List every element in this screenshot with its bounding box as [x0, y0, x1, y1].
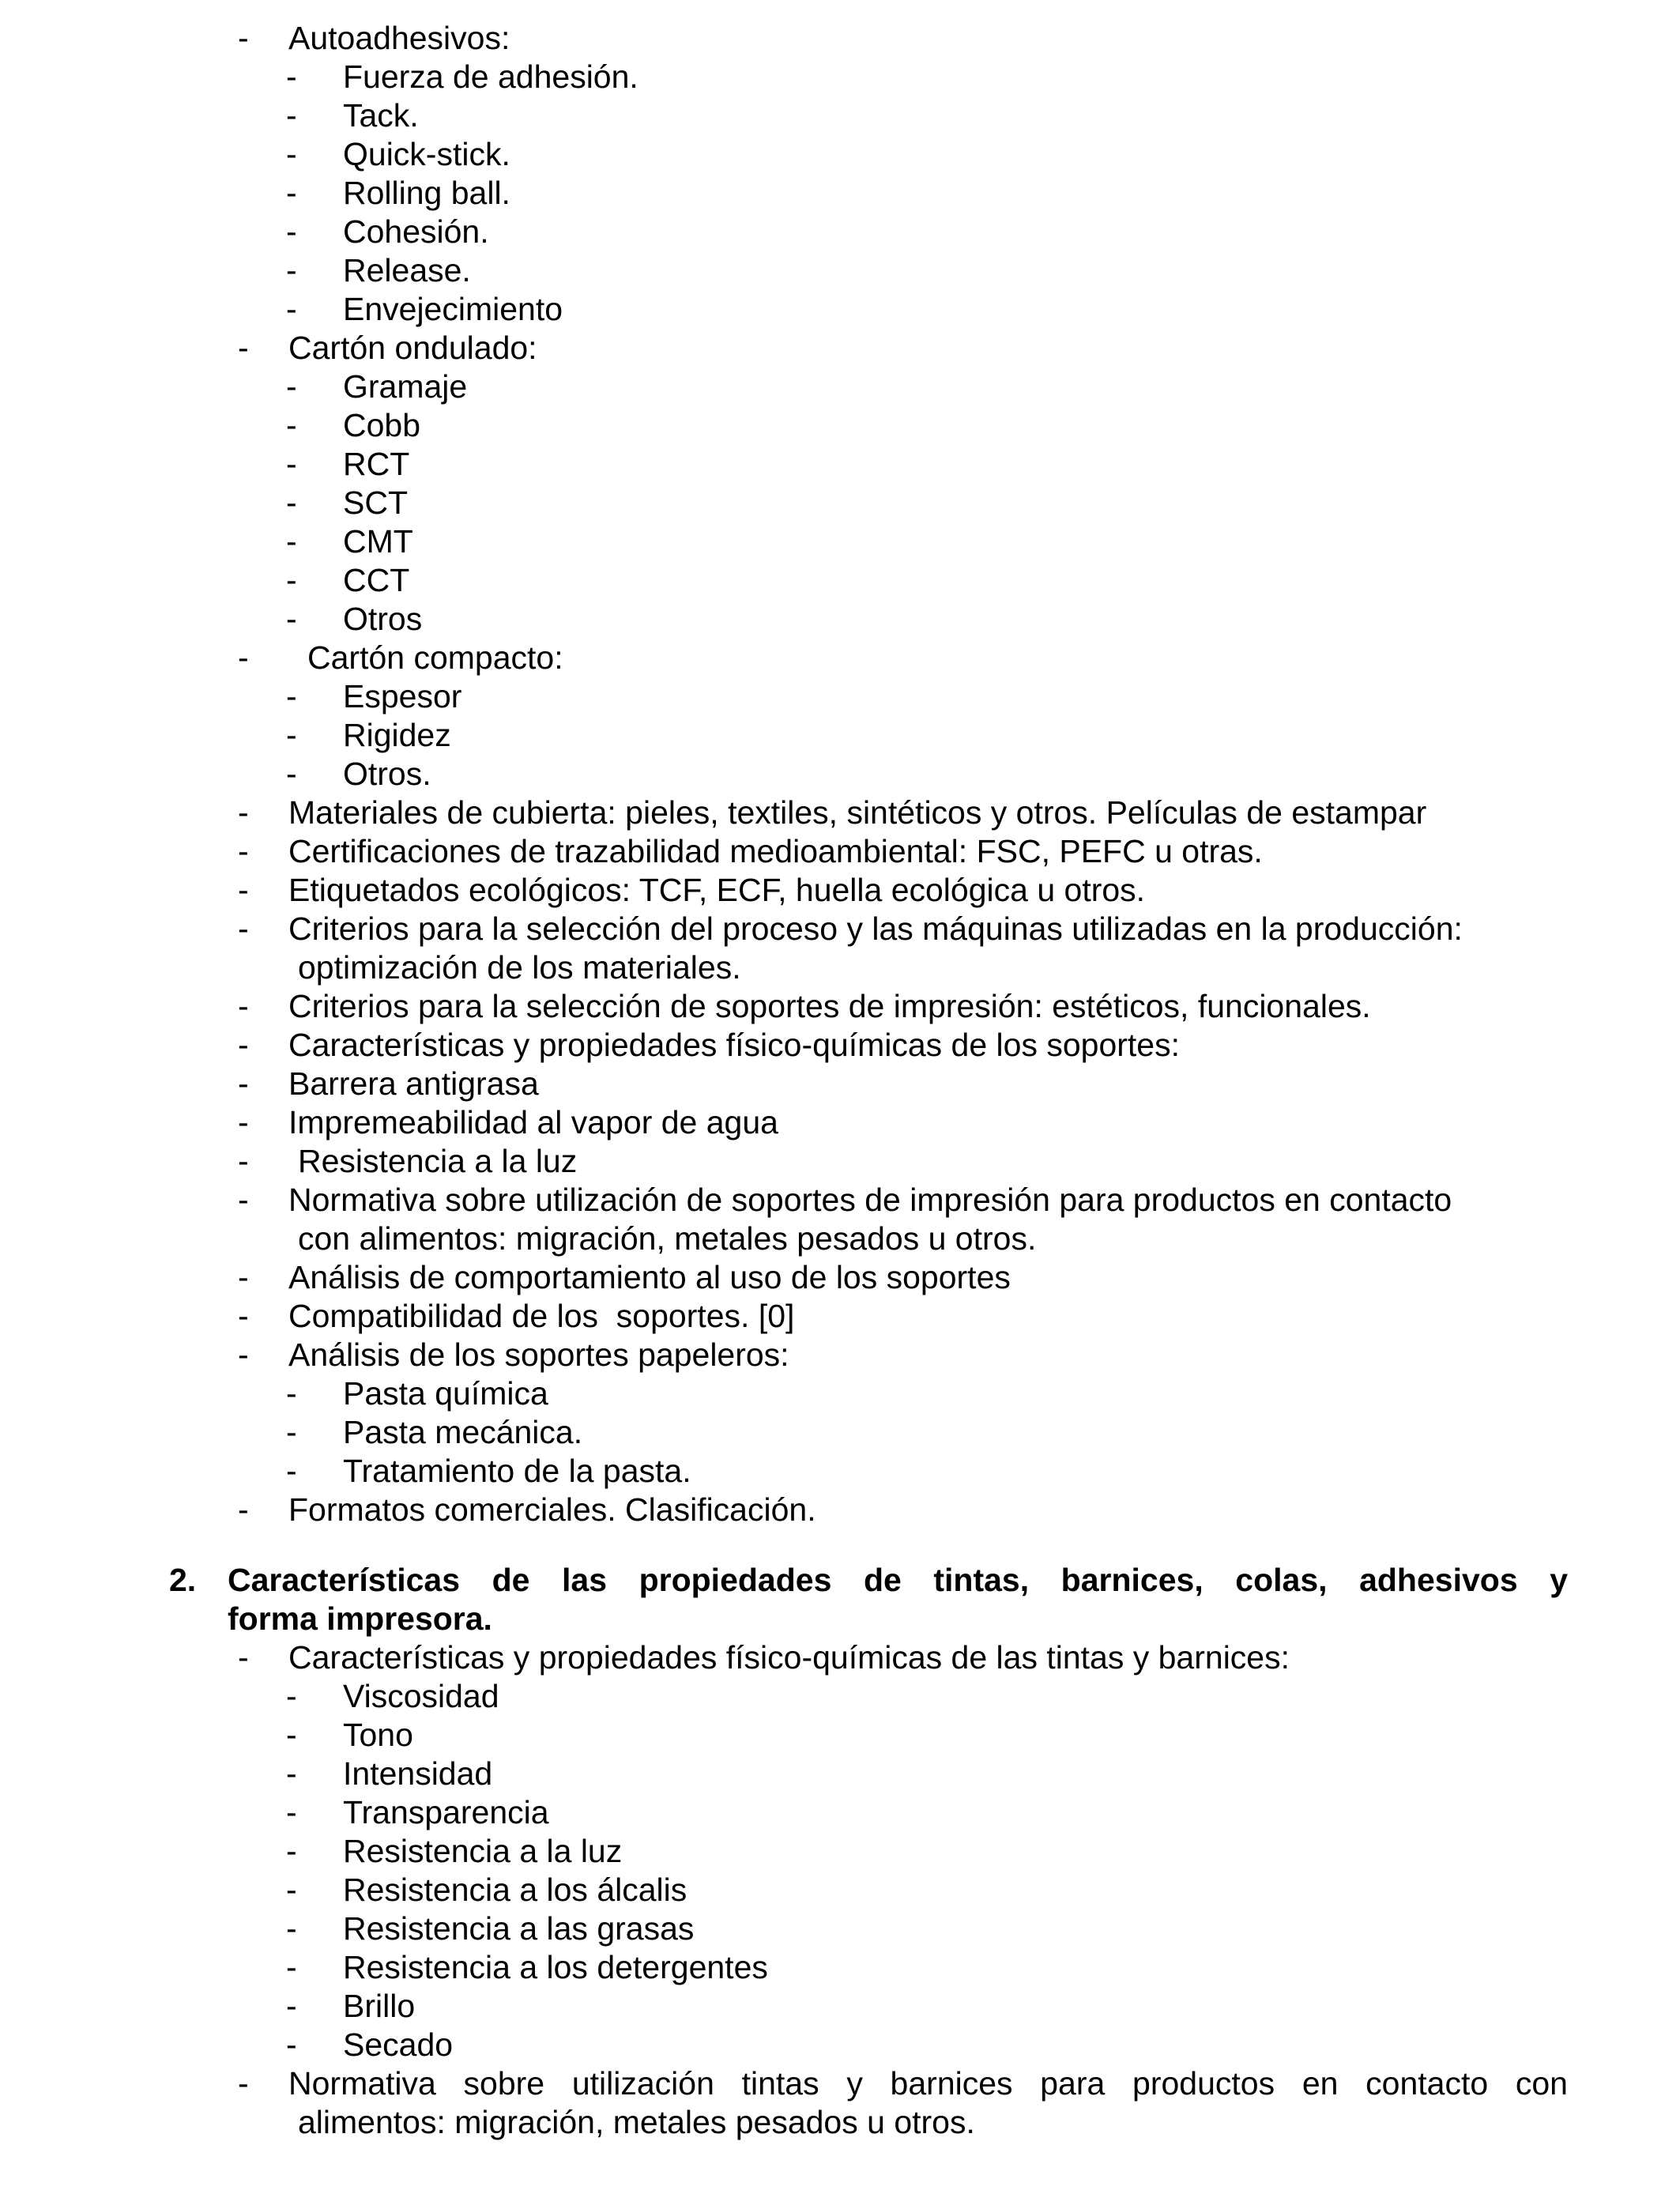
bullet-dash: -	[238, 1182, 249, 1218]
sub-list-item-label: Pasta mecánica.	[343, 1414, 583, 1450]
bullet-dash: -	[238, 1143, 249, 1179]
sub-list-item-label: SCT	[343, 484, 408, 521]
bullet-dash: -	[286, 562, 297, 598]
list-item-label-line2: optimización de los materiales.	[298, 949, 741, 986]
section-title-line1: Características de las propiedades de tintas, barnices, colas, adhesivos y	[228, 1562, 1568, 1598]
sub-list-item-label: Quick-stick.	[343, 136, 510, 172]
bullet-dash: -	[286, 213, 297, 250]
list-item-label-line2: alimentos: migración, metales pesados u otros.	[298, 2104, 975, 2140]
bullet-dash: -	[286, 678, 297, 714]
list-item-label: Resistencia a la luz	[298, 1143, 578, 1179]
sub-list-item-label: CMT	[343, 523, 413, 560]
list-item-label-line1: Normativa sobre utilización tintas y barnices para productos en contacto con	[288, 2065, 1568, 2102]
bullet-dash: -	[286, 136, 297, 172]
list-item-label: Criterios para la selección de soportes de impresión: estéticos, funcionales.	[288, 988, 1371, 1024]
sub-list-item-label: Tratamiento de la pasta.	[343, 1453, 691, 1489]
bullet-dash: -	[238, 910, 249, 947]
sub-list-item-label: Transparencia	[343, 1794, 549, 1830]
bullet-dash: -	[238, 1027, 249, 1063]
list-item-label: Compatibilidad de los soportes. [0]	[288, 1298, 795, 1334]
bullet-dash: -	[286, 1453, 297, 1489]
bullet-dash: -	[238, 872, 249, 908]
bullet-dash: -	[286, 1910, 297, 1947]
list-item-label: Etiquetados ecológicos: TCF, ECF, huella ecológica u otros.	[288, 872, 1146, 908]
sub-list-item-label: Secado	[343, 2026, 454, 2063]
bullet-dash: -	[238, 20, 249, 56]
bullet-dash: -	[286, 1375, 297, 1412]
list-item-label: Barrera antigrasa	[288, 1065, 539, 1102]
bullet-dash: -	[286, 1755, 297, 1792]
list-item-label: Análisis de comportamiento al uso de los soportes	[288, 1259, 1011, 1295]
sub-list-item-label: Viscosidad	[343, 1678, 499, 1714]
bullet-dash: -	[238, 639, 249, 676]
sub-list-item-label: Resistencia a los detergentes	[343, 1949, 768, 1985]
section-number: 2.	[169, 1562, 197, 1598]
bullet-dash: -	[238, 988, 249, 1024]
list-item-label: Características y propiedades físico-químicas de las tintas y barnices:	[288, 1639, 1290, 1676]
bullet-dash: -	[238, 1491, 249, 1528]
bullet-dash: -	[286, 252, 297, 288]
bullet-dash: -	[286, 407, 297, 443]
sub-list-item-label: Otros.	[343, 756, 431, 792]
bullet-dash: -	[238, 833, 249, 869]
bullet-dash: -	[238, 1298, 249, 1334]
sub-list-item-label: Rolling ball.	[343, 175, 510, 211]
bullet-dash: -	[286, 1988, 297, 2024]
bullet-dash: -	[286, 1717, 297, 1753]
bullet-dash: -	[286, 1678, 297, 1714]
bullet-dash: -	[286, 175, 297, 211]
bullet-dash: -	[286, 446, 297, 482]
sub-list-item-label: CCT	[343, 562, 410, 598]
bullet-dash: -	[286, 601, 297, 637]
sub-list-item-label: Cohesión.	[343, 213, 489, 250]
list-item-label: Certificaciones de trazabilidad medioambiental: FSC, PEFC u otras.	[288, 833, 1263, 869]
list-item-label: Autoadhesivos:	[288, 20, 510, 56]
bullet-dash: -	[286, 291, 297, 327]
list-item-label: Impremeabilidad al vapor de agua	[288, 1104, 778, 1140]
bullet-dash: -	[286, 484, 297, 521]
bullet-dash: -	[286, 97, 297, 134]
bullet-dash: -	[238, 1104, 249, 1140]
bullet-dash: -	[286, 58, 297, 95]
bullet-dash: -	[238, 794, 249, 831]
bullet-dash: -	[238, 2065, 249, 2102]
sub-list-item-label: Rigidez	[343, 717, 451, 753]
sub-list-item-label: Gramaje	[343, 368, 468, 405]
section-title-line2: forma impresora.	[228, 1600, 492, 1637]
bullet-dash: -	[238, 330, 249, 366]
sub-list-item-label: Resistencia a la luz	[343, 1833, 623, 1869]
list-item-label: Materiales de cubierta: pieles, textiles, sintéticos y otros. Películas de estampar	[288, 794, 1427, 831]
bullet-dash: -	[286, 1833, 297, 1869]
list-item-label: Formatos comerciales. Clasificación.	[288, 1491, 816, 1528]
sub-list-item-label: Cobb	[343, 407, 421, 443]
sub-list-item-label: Pasta química	[343, 1375, 548, 1412]
bullet-dash: -	[286, 1949, 297, 1985]
bullet-dash: -	[238, 1065, 249, 1102]
sub-list-item-label: Resistencia a los álcalis	[343, 1872, 687, 1908]
list-item-label: Cartón ondulado:	[288, 330, 537, 366]
bullet-dash: -	[286, 2026, 297, 2063]
list-item-label-line2: con alimentos: migración, metales pesados u otros.	[298, 1220, 1037, 1257]
bullet-dash: -	[286, 1414, 297, 1450]
sub-list-item-label: Resistencia a las grasas	[343, 1910, 695, 1947]
sub-list-item-label: Otros	[343, 601, 423, 637]
bullet-dash: -	[286, 717, 297, 753]
section-heading	[169, 1561, 1568, 1638]
sub-list-item-label: Espesor	[343, 678, 462, 714]
list-item-label: Cartón compacto:	[307, 639, 563, 676]
sub-list-item-label: Envejecimiento	[343, 291, 563, 327]
list-item-label: Características y propiedades físico-químicas de los soportes:	[288, 1027, 1181, 1063]
bullet-dash: -	[238, 1259, 249, 1295]
bullet-dash: -	[286, 1794, 297, 1830]
list-item-normativa-tintas	[238, 2064, 1568, 2142]
sub-list-item-label: RCT	[343, 446, 410, 482]
sub-list-item-label: Release.	[343, 252, 471, 288]
sub-list-item-label: Tono	[343, 1717, 413, 1753]
list-item-label-line1: Criterios para la selección del proceso y las máquinas utilizadas en la producción:	[288, 910, 1463, 947]
sub-list-item-label: Tack.	[343, 97, 419, 134]
bullet-dash: -	[286, 523, 297, 560]
bullet-dash: -	[286, 1872, 297, 1908]
bullet-dash: -	[238, 1639, 249, 1676]
list-item-label: Análisis de los soportes papeleros:	[288, 1336, 789, 1373]
sub-list-item-label: Brillo	[343, 1988, 416, 2024]
bullet-dash: -	[286, 368, 297, 405]
sub-list-item-label: Intensidad	[343, 1755, 493, 1792]
sub-list-item-label: Fuerza de adhesión.	[343, 58, 638, 95]
list-item-label-line1: Normativa sobre utilización de soportes de impresión para productos en contacto	[288, 1182, 1452, 1218]
bullet-dash: -	[238, 1336, 249, 1373]
bullet-dash: -	[286, 756, 297, 792]
